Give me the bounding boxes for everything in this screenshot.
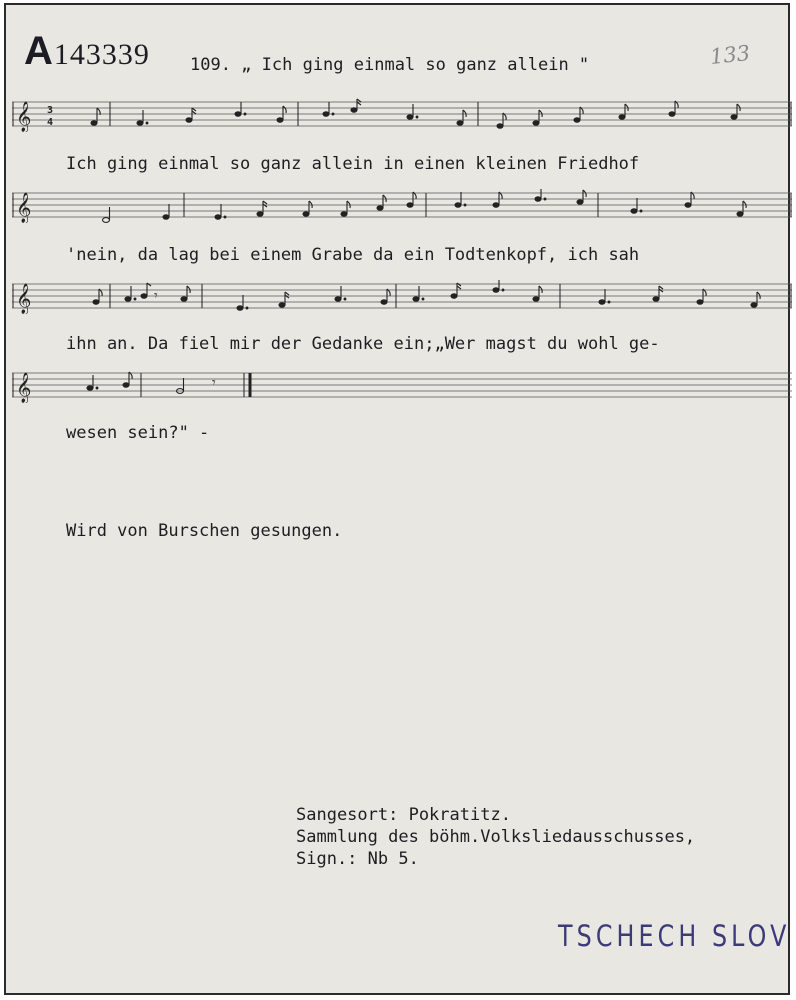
note [533, 286, 542, 301]
note [407, 104, 418, 119]
treble-clef-icon: 𝄞 [16, 102, 32, 132]
source-line-3: Sign.: Nb 5. [296, 849, 419, 869]
archive-id-stamp [24, 29, 150, 74]
note [493, 280, 504, 292]
lyric-line-2: 'nein, da lag bei einem Grabe da ein Todtenkopf, ich sah [66, 245, 640, 265]
note [631, 198, 642, 213]
note [535, 189, 546, 201]
note [237, 295, 248, 310]
note [323, 102, 334, 116]
note [303, 201, 312, 216]
country-stamp: TSCHECH SLOV [558, 919, 791, 953]
source-line-2: Sammlung des böhm.Volksliedausschusses, [296, 827, 696, 847]
music-staff-2 [12, 189, 792, 223]
archive-card [4, 3, 790, 995]
rest-icon: 𝄾 [212, 375, 216, 391]
lyric-line-4: wesen sein?" - [66, 423, 210, 443]
archive-letter: A [24, 29, 54, 73]
rest-icon: 𝄾 [154, 288, 158, 304]
note [335, 286, 346, 301]
treble-clef-icon: 𝄞 [16, 193, 32, 223]
note [235, 102, 246, 116]
lyric-line-3: ihn an. Da fiel mir der Gedanke ein;„Wer magst du wohl ge- [66, 334, 660, 354]
note [457, 110, 466, 125]
note [653, 286, 663, 301]
note [163, 204, 169, 219]
music-staff-3 [12, 280, 792, 314]
time-sig-top: 3 [47, 105, 54, 116]
music-staff-4 [12, 369, 792, 403]
note [599, 289, 610, 304]
lyric-line-1: Ich ging einmal so ganz allein in einen kleinen Friedhof [66, 154, 640, 174]
note [377, 195, 386, 210]
note [257, 201, 267, 216]
note [751, 292, 760, 307]
note [125, 286, 136, 301]
handwritten-number: 133 [708, 40, 752, 70]
music-staff-1 [12, 98, 792, 132]
note [279, 292, 289, 307]
archive-number: 143339 [53, 38, 150, 71]
time-sig-bottom: 4 [47, 117, 54, 128]
note [137, 110, 148, 125]
note [619, 104, 628, 119]
performance-note: Wird von Burschen gesungen. [66, 521, 343, 541]
note [91, 108, 100, 125]
note [341, 201, 350, 216]
note [87, 375, 98, 390]
note [455, 192, 466, 207]
treble-clef-icon: 𝄞 [16, 284, 32, 314]
note [533, 110, 542, 125]
note [737, 201, 746, 216]
note [215, 204, 226, 219]
treble-clef-icon: 𝄞 [16, 373, 32, 403]
source-line-1: Sangesort: Pokratitz. [296, 805, 511, 825]
note [731, 104, 740, 119]
note [181, 286, 190, 301]
note [351, 99, 361, 112]
note [413, 286, 424, 301]
note [103, 207, 110, 222]
note [577, 190, 586, 204]
song-title: 109. „ Ich ging einmal so ganz allein " [190, 55, 590, 75]
